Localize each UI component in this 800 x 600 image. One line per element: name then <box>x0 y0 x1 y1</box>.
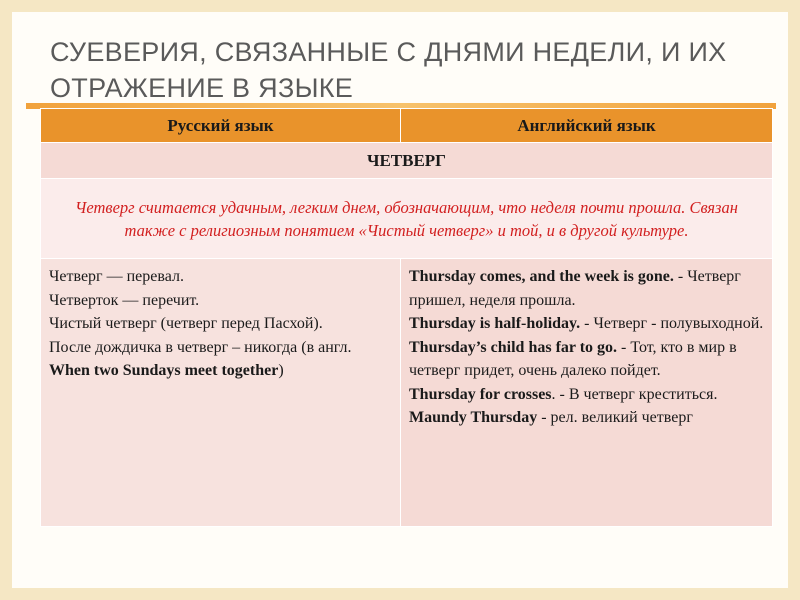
header-english: Английский язык <box>401 109 773 143</box>
closing-paren: ) <box>278 362 284 379</box>
english-proverb: Thursday is half-holiday. - Четверг - полувыходной. <box>409 315 764 332</box>
english-proverb: Thursday comes, and the week is gone. - Четверг пришел, неделя прошла. <box>409 268 741 309</box>
english-proverb: Thursday for crosses. - В четверг креститься. <box>409 385 718 403</box>
header-russian: Русский язык <box>41 109 401 143</box>
slide <box>12 12 788 588</box>
english-proverb: Thursday’s child has far to go. - Тот, кто в мир в четверг придет, очень далеко пойдет. <box>409 338 737 379</box>
russian-proverb: Чистый четверг (четверг перед Пасхой). <box>49 315 323 332</box>
english-proverb: Maundy Thursday - рел. великий четверг <box>409 409 693 426</box>
russian-proverb: После дождичка в четверг – никогда (в англ. <box>49 338 352 356</box>
superstitions-table <box>40 108 773 527</box>
russian-proverb: Четверток — перечит. <box>49 291 200 309</box>
english-proverbs-cell <box>401 259 773 527</box>
day-row <box>41 143 773 179</box>
day-description: Четверг считается удачным, легким днем, обозначающим, что неделя почти прошла. Связан также с религиозным понятием «Чистый четверг» и той, и в другой культуре. <box>41 179 773 259</box>
proverbs-row <box>41 259 773 527</box>
description-row <box>41 179 773 259</box>
english-equivalent: When two Sundays meet together <box>49 362 279 379</box>
russian-proverbs-cell <box>41 259 401 527</box>
russian-proverb: Четверг — перевал. <box>49 268 184 285</box>
header-row <box>41 109 773 143</box>
slide-title: СУЕВЕРИЯ, СВЯЗАННЫЕ С ДНЯМИ НЕДЕЛИ, И ИХ ОТРАЖЕНИЕ В ЯЗЫКЕ <box>50 37 727 103</box>
day-name: ЧЕТВЕРГ <box>41 143 773 179</box>
